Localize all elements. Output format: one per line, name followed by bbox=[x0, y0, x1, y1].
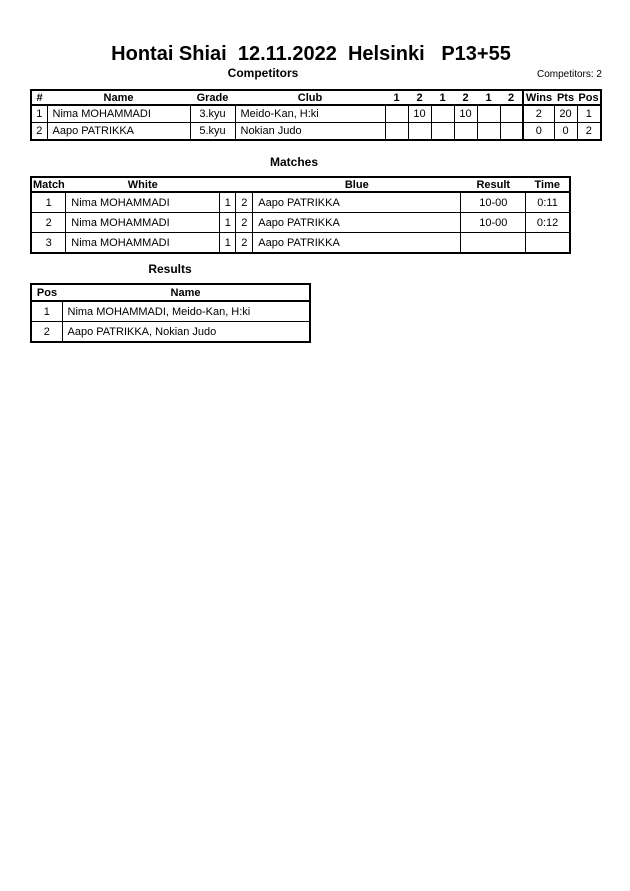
competitor-score-cell bbox=[477, 123, 500, 141]
competitor-score-cell bbox=[431, 105, 454, 123]
competitors-header-wins: Wins bbox=[523, 90, 554, 105]
result-pos-cell: 2 bbox=[31, 322, 62, 343]
matches-header-time: Time bbox=[526, 177, 570, 192]
match-blue-name-cell: Aapo PATRIKKA bbox=[253, 233, 461, 254]
competitors-count: Competitors: 2 bbox=[536, 69, 602, 80]
competitor-score-cell bbox=[500, 123, 523, 141]
competitors-header-score-5: 1 bbox=[477, 90, 500, 105]
competitor-number-cell: 1 bbox=[31, 105, 47, 123]
competitor-pos-cell: 2 bbox=[577, 123, 601, 141]
competitors-header-pts: Pts bbox=[554, 90, 577, 105]
competitor-wins-cell: 0 bbox=[523, 123, 554, 141]
results-header-pos: Pos bbox=[31, 284, 62, 301]
competitor-score-cell bbox=[500, 105, 523, 123]
competitor-grade-cell: 3.kyu bbox=[190, 105, 235, 123]
competitor-pos-cell: 1 bbox=[577, 105, 601, 123]
results-header-name: Name bbox=[62, 284, 310, 301]
competitors-header-row bbox=[31, 90, 601, 105]
competitors-header-score-2: 2 bbox=[408, 90, 431, 105]
competitor-row bbox=[31, 105, 601, 123]
match-number-cell: 3 bbox=[31, 233, 66, 254]
matches-header-result: Result bbox=[461, 177, 526, 192]
competitor-score-cell bbox=[408, 123, 431, 141]
competitor-name-cell: Aapo PATRIKKA bbox=[47, 123, 190, 141]
match-time-cell: 0:11 bbox=[526, 192, 570, 213]
match-blue-no-cell: 2 bbox=[236, 192, 253, 213]
competitors-header-club: Club bbox=[235, 90, 385, 105]
match-white-name-cell: Nima MOHAMMADI bbox=[66, 192, 220, 213]
match-row bbox=[31, 213, 570, 233]
results-section-title: Results bbox=[148, 262, 192, 276]
match-blue-no-cell: 2 bbox=[236, 233, 253, 254]
competitors-header-score-1: 1 bbox=[385, 90, 408, 105]
result-row bbox=[31, 322, 310, 343]
match-row bbox=[31, 233, 570, 254]
match-white-no-cell: 1 bbox=[220, 213, 236, 233]
competitor-score-cell bbox=[477, 105, 500, 123]
matches-header-white: White bbox=[66, 177, 220, 192]
match-blue-name-cell: Aapo PATRIKKA bbox=[253, 192, 461, 213]
match-blue-name-cell: Aapo PATRIKKA bbox=[253, 213, 461, 233]
competitors-section-title: Competitors bbox=[227, 66, 299, 80]
competitor-score-cell bbox=[385, 123, 408, 141]
match-white-name-cell: Nima MOHAMMADI bbox=[66, 213, 220, 233]
result-name-cell: Aapo PATRIKKA, Nokian Judo bbox=[62, 322, 310, 343]
results-header-row bbox=[31, 284, 310, 301]
competitors-header-number: # bbox=[31, 90, 47, 105]
competitor-score-cell bbox=[454, 123, 477, 141]
competitor-score-cell: 10 bbox=[454, 105, 477, 123]
matches-table bbox=[30, 176, 571, 254]
matches-header-row bbox=[31, 177, 570, 192]
match-number-cell: 1 bbox=[31, 192, 66, 213]
competitors-header-score-4: 2 bbox=[454, 90, 477, 105]
competitor-score-cell bbox=[385, 105, 408, 123]
competitor-grade-cell: 5.kyu bbox=[190, 123, 235, 141]
competitor-row bbox=[31, 123, 601, 141]
match-white-name-cell: Nima MOHAMMADI bbox=[66, 233, 220, 254]
competitors-header-score-3: 1 bbox=[431, 90, 454, 105]
match-result-cell: 10-00 bbox=[461, 192, 526, 213]
matches-header-blue: Blue bbox=[253, 177, 461, 192]
result-pos-cell: 1 bbox=[31, 301, 62, 322]
matches-section-title: Matches bbox=[269, 155, 319, 169]
competitor-pts-cell: 0 bbox=[554, 123, 577, 141]
matches-header-white-no bbox=[220, 177, 236, 192]
report-title: Hontai Shiai 12.11.2022 Helsinki P13+55 bbox=[111, 43, 511, 65]
competitor-club-cell: Meido-Kan, H:ki bbox=[235, 105, 385, 123]
competitors-table bbox=[30, 89, 602, 141]
results-table bbox=[30, 283, 311, 343]
match-result-cell bbox=[461, 233, 526, 254]
competitor-name-cell: Nima MOHAMMADI bbox=[47, 105, 190, 123]
match-number-cell: 2 bbox=[31, 213, 66, 233]
match-blue-no-cell: 2 bbox=[236, 213, 253, 233]
competitors-header-grade: Grade bbox=[190, 90, 235, 105]
matches-header-blue-no bbox=[236, 177, 253, 192]
match-time-cell: 0:12 bbox=[526, 213, 570, 233]
competitor-score-cell: 10 bbox=[408, 105, 431, 123]
result-name-cell: Nima MOHAMMADI, Meido-Kan, H:ki bbox=[62, 301, 310, 322]
match-row bbox=[31, 192, 570, 213]
match-white-no-cell: 1 bbox=[220, 233, 236, 254]
competitor-number-cell: 2 bbox=[31, 123, 47, 141]
match-result-cell: 10-00 bbox=[461, 213, 526, 233]
competitors-header-name: Name bbox=[47, 90, 190, 105]
competitor-pts-cell: 20 bbox=[554, 105, 577, 123]
match-time-cell bbox=[526, 233, 570, 254]
competitors-header-pos: Pos bbox=[577, 90, 601, 105]
matches-header-match: Match bbox=[33, 178, 65, 191]
match-white-no-cell: 1 bbox=[220, 192, 236, 213]
competitor-club-cell: Nokian Judo bbox=[235, 123, 385, 141]
competitor-score-cell bbox=[431, 123, 454, 141]
result-row bbox=[31, 301, 310, 322]
competitor-wins-cell: 2 bbox=[523, 105, 554, 123]
competitors-header-score-6: 2 bbox=[500, 90, 523, 105]
